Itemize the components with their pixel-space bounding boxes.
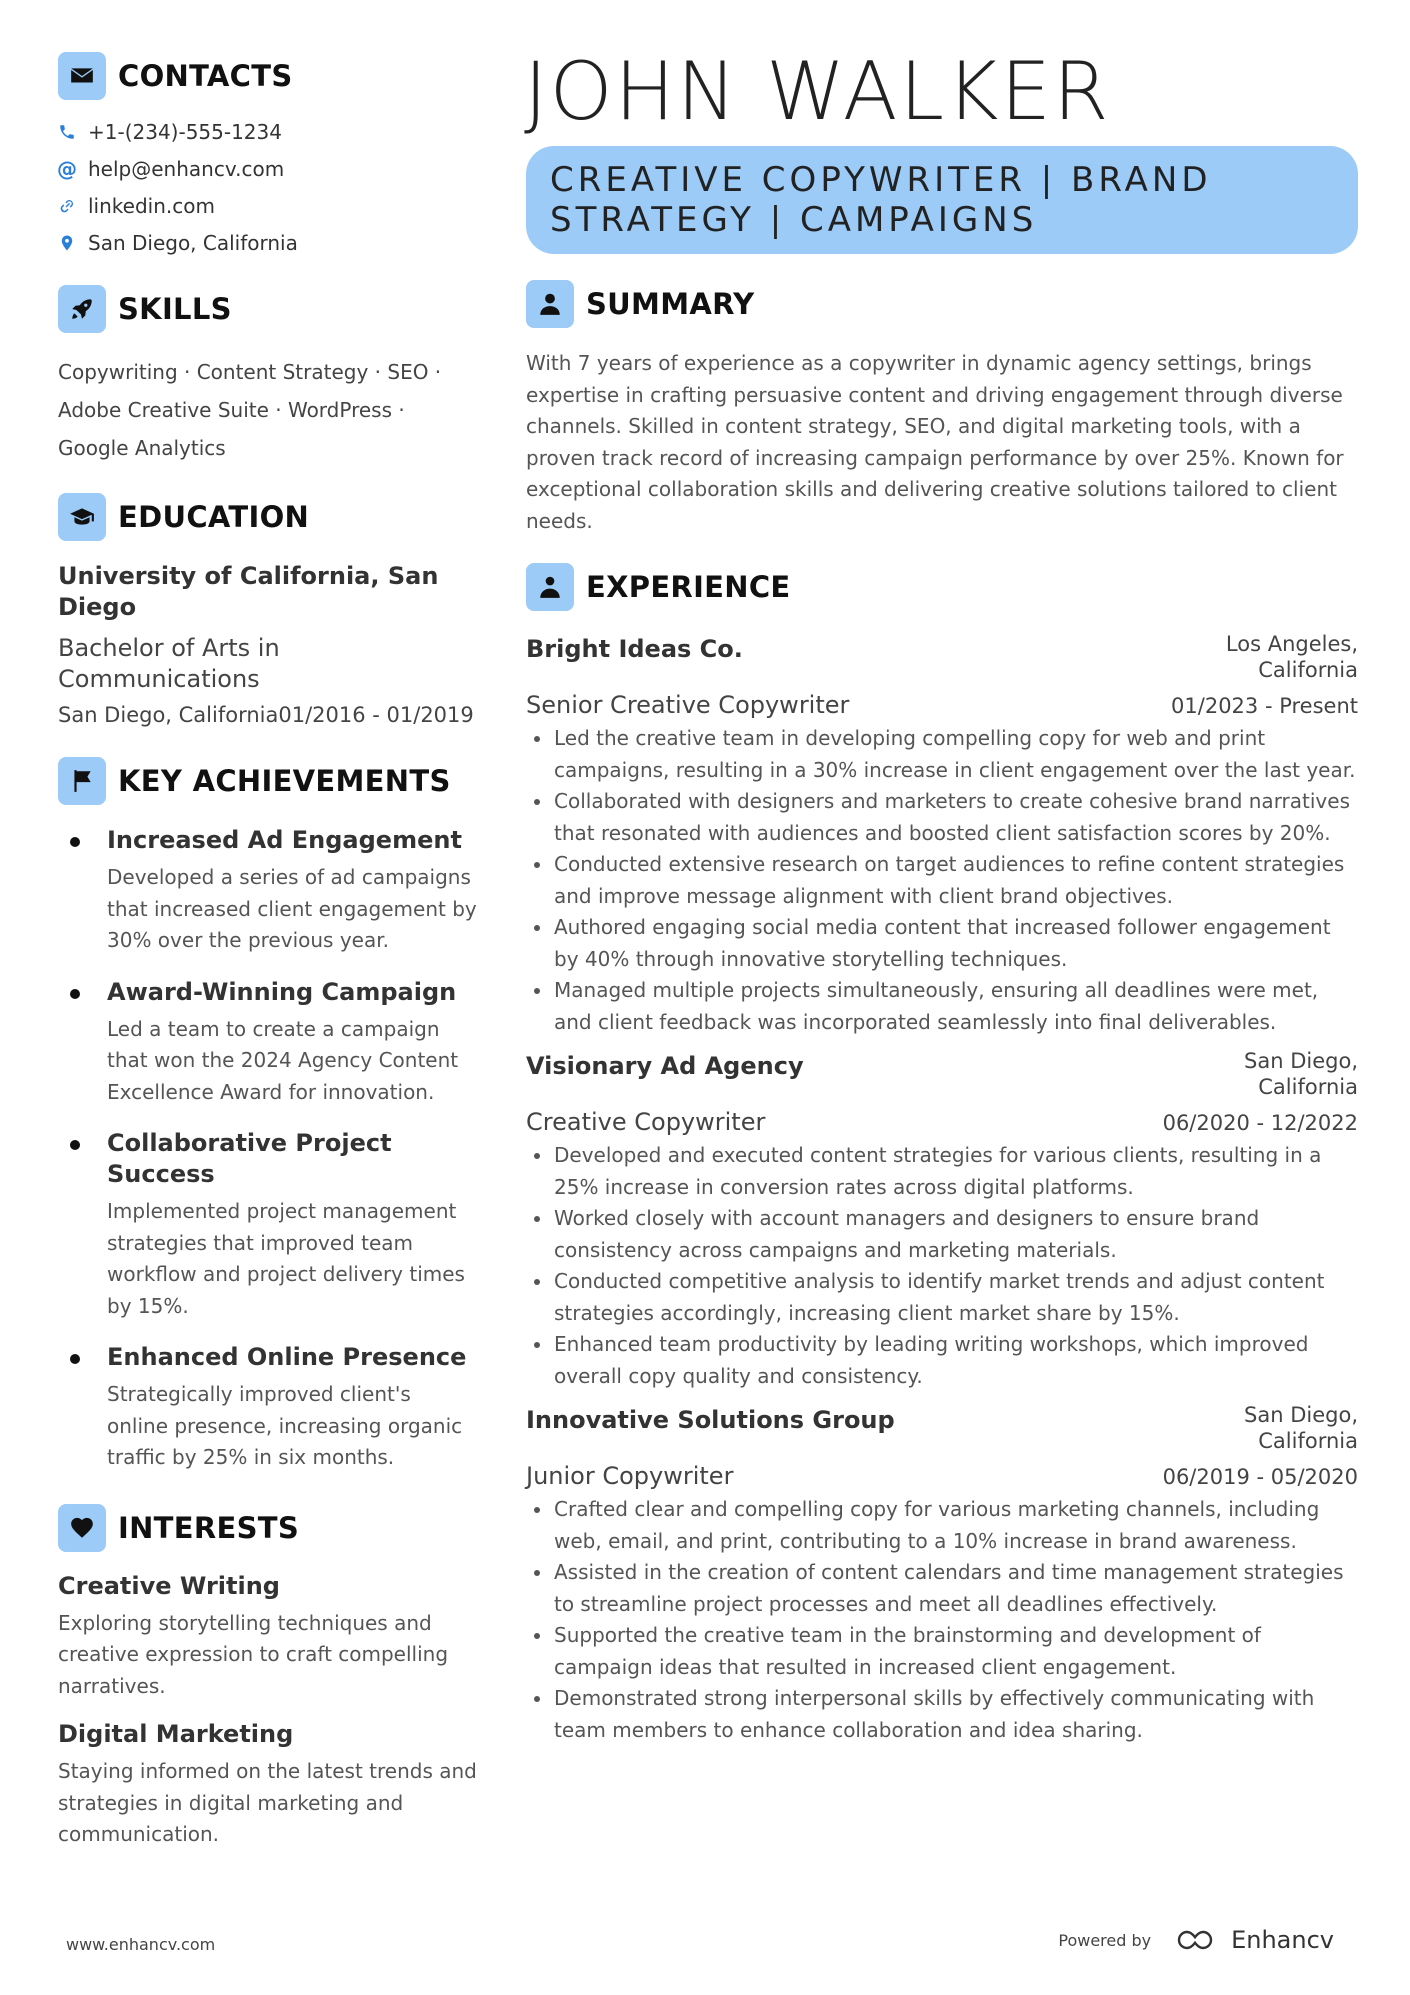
education-school: University of California, San Diego (58, 562, 439, 621)
job-company: Bright Ideas Co. (526, 635, 743, 663)
candidate-name: JOHN WALKER (524, 45, 1111, 138)
interest-desc: Staying informed on the latest trends and strategies in digital marketing and communication. (58, 1759, 477, 1846)
education-location: San Diego, California (58, 703, 279, 727)
interest-title: Creative Writing (58, 1571, 280, 1600)
rocket-icon (58, 285, 106, 333)
job-location: San Diego, California (1244, 1403, 1358, 1453)
achievement-desc: Led a team to create a campaign that won the 2024 Agency Content Excellence Award for innovation. (107, 1016, 459, 1104)
contacts-title: CONTACTS (118, 59, 293, 93)
achievements-header (58, 757, 478, 805)
education-degree: Bachelor of Arts in Communications (58, 634, 280, 693)
achievement-desc: Developed a series of ad campaigns that increased client engagement by 30% over the previous year. (107, 865, 477, 952)
contact-phone-text: +1-(234)-555-1234 (88, 120, 282, 144)
powered-by-label: Powered by (1058, 1930, 1152, 1950)
job-entry (526, 1048, 1358, 1392)
job-dates: 01/2023 - Present (1171, 694, 1358, 718)
skills-title: SKILLS (118, 292, 232, 326)
achievement-title: Award-Winning Campaign (107, 977, 457, 1006)
job-location: San Diego, California (1244, 1049, 1358, 1099)
contact-location-text: San Diego, California (88, 231, 298, 255)
achievement-item (58, 1128, 478, 1322)
job-role: Junior Copywriter (526, 1462, 734, 1490)
map-pin-icon (58, 234, 76, 252)
experience-header (526, 563, 1358, 611)
achievement-desc: Strategically improved client's online presence, increasing organic traffic by 25% in six months. (107, 1382, 463, 1469)
job-entry (526, 631, 1358, 1038)
job-role: Senior Creative Copywriter (526, 691, 850, 719)
contact-email-text: help@enhancv.com (88, 157, 285, 181)
footer-brand[interactable] (1058, 1926, 1334, 1954)
summary-title: SUMMARY (586, 287, 755, 321)
achievement-title: Enhanced Online Presence (107, 1343, 467, 1371)
achievements-title: KEY ACHIEVEMENTS (118, 764, 451, 798)
job-bullet: Enhanced team productivity by leading writing workshops, which improved overall copy quality and consistency. (526, 1329, 1358, 1392)
job-bullet: Assisted in the creation of content calendars and time management strategies to streamline project processes and meet all deadlines effectively. (526, 1557, 1358, 1620)
education-header (58, 493, 478, 541)
summary-header (526, 280, 1358, 328)
infinity-logo-icon (1175, 1928, 1221, 1952)
job-company: Innovative Solutions Group (526, 1406, 895, 1434)
job-bullet: Worked closely with account managers and designers to ensure brand consistency across campaigns and marketing materials. (526, 1203, 1358, 1266)
job-dates: 06/2019 - 05/2020 (1162, 1465, 1358, 1489)
job-entry (526, 1402, 1358, 1746)
interests-title: INTERESTS (118, 1510, 300, 1545)
job-company: Visionary Ad Agency (526, 1052, 804, 1080)
achievement-item (58, 977, 478, 1109)
interest-title: Digital Marketing (58, 1720, 294, 1748)
contact-email[interactable] (58, 157, 478, 181)
achievement-desc: Implemented project management strategies that improved team workflow and project delivery times by 15%. (107, 1199, 465, 1318)
contact-location (58, 231, 478, 255)
person-icon (526, 280, 574, 328)
job-bullets (526, 1494, 1358, 1746)
job-bullet: Authored engaging social media content that increased follower engagement by 40% through innovative storytelling techniques. (526, 912, 1358, 975)
bullet-icon (70, 837, 80, 847)
job-bullet: Collaborated with designers and marketers to create cohesive brand narratives that resonated with audiences and boosted client satisfaction scores by 20%. (526, 786, 1358, 849)
footer-website[interactable]: www.enhancv.com (66, 1935, 216, 1954)
education-meta (58, 703, 478, 727)
briefcase-person-icon (526, 563, 574, 611)
link-icon (58, 197, 76, 215)
experience-title: EXPERIENCE (586, 570, 791, 604)
job-bullet: Developed and executed content strategies for various clients, resulting in a 25% increase in conversion rates across digital platforms. (526, 1140, 1358, 1203)
left-column (58, 52, 478, 1869)
education-dates: 01/2016 - 01/2019 (278, 703, 474, 727)
achievement-title: Collaborative Project Success (107, 1129, 392, 1188)
job-bullet: Crafted clear and compelling copy for various marketing channels, including web, email, and print, contributing to a 10% increase in brand awareness. (526, 1494, 1358, 1557)
headline-banner: CREATIVE COPYWRITER | BRAND STRATEGY | CAMPAIGNS (526, 146, 1358, 254)
job-dates: 06/2020 - 12/2022 (1162, 1111, 1358, 1135)
flag-icon (58, 757, 106, 805)
job-bullet: Conducted competitive analysis to identify market trends and adjust content strategies accordingly, increasing client market share by 15%. (526, 1266, 1358, 1329)
job-bullet: Led the creative team in developing compelling copy for web and print campaigns, resulting in a 30% increase in client engagement over the last year. (526, 723, 1358, 786)
bullet-icon (70, 1140, 80, 1150)
brand-name: Enhancv (1231, 1926, 1334, 1954)
phone-icon (58, 123, 76, 141)
job-bullets (526, 723, 1358, 1038)
job-bullet: Managed multiple projects simultaneously, ensuring all deadlines were met, and client feedback was incorporated seamlessly into final deliverables. (526, 975, 1358, 1038)
job-location: Los Angeles, California (1225, 632, 1358, 682)
achievement-item (58, 825, 478, 957)
contact-linkedin-text: linkedin.com (88, 194, 215, 218)
heart-icon (58, 1504, 106, 1552)
job-role: Creative Copywriter (526, 1108, 766, 1136)
achievement-title: Increased Ad Engagement (107, 826, 462, 854)
interest-desc: Exploring storytelling techniques and creative expression to craft compelling narratives. (58, 1610, 449, 1698)
contact-linkedin[interactable] (58, 194, 478, 218)
skills-list: Copywriting · Content Strategy · SEO · Adobe Creative Suite · WordPress · Google Analytics (58, 360, 442, 460)
summary-text: With 7 years of experience as a copywriter in dynamic agency settings, brings expertise in crafting persuasive content and driving engagement through diverse channels. Skilled in content strategy, SEO, and digital marketing tools, with a proven track record of increasing campaign performance by over 25%. Known for exceptional collaboration skills and delivering creative solutions tailored to client needs. (526, 351, 1344, 533)
enhancv-logo (1175, 1926, 1334, 1954)
job-bullet: Conducted extensive research on target audiences to refine content strategies and improve message alignment with client brand objectives. (526, 849, 1358, 912)
at-icon: @ (57, 157, 77, 181)
contact-phone[interactable] (58, 120, 478, 144)
job-bullet: Supported the creative team in the brainstorming and development of campaign ideas that resulted in increased client engagement. (526, 1620, 1358, 1683)
achievement-item (58, 1342, 478, 1474)
interests-header (58, 1504, 478, 1552)
right-column (524, 45, 1358, 1756)
contacts-header (58, 52, 478, 100)
graduation-cap-icon (58, 493, 106, 541)
job-bullet: Demonstrated strong interpersonal skills by effectively communicating with team members to enhance collaboration and idea sharing. (526, 1683, 1358, 1746)
envelope-icon (58, 52, 106, 100)
education-title: EDUCATION (118, 500, 310, 534)
bullet-icon (70, 989, 80, 999)
skills-header (58, 285, 478, 333)
job-bullets (526, 1140, 1358, 1392)
bullet-icon (70, 1354, 80, 1364)
